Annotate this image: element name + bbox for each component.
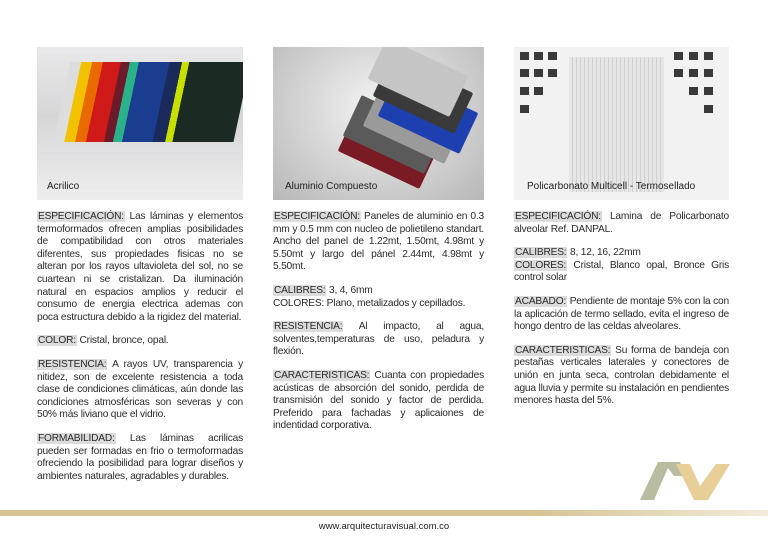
- acrilico-photo: [37, 47, 243, 200]
- characteristics-paragraph: [273, 370, 484, 433]
- section-label: ACABADO:: [515, 295, 567, 307]
- section-label: CARACTERISTICAS:: [515, 344, 611, 356]
- column-acrilico: [37, 47, 243, 494]
- section-label: FORMABILIDAD:: [38, 432, 115, 444]
- photo-caption: Acrilico: [47, 181, 80, 192]
- formability-paragraph: [37, 433, 243, 483]
- column-aluminio: [273, 47, 484, 444]
- color-paragraph: [37, 335, 243, 348]
- section-label: ESPECIFICACIÓN:: [274, 211, 360, 222]
- section-text: Lamina de Policarbonato alveolar Ref. DANPAL.: [514, 211, 729, 235]
- section-label: COLORES:: [515, 259, 567, 271]
- section-text: Paneles de aluminio en 0.3 mm y 0.5 mm con nucleo de polietileno standart. Ancho del panel de 1.22mt, 1.50mt, 4.98mt y 5.50mt y largo del pánel 2.44mt, 4.98mt y 5.50mt.: [273, 211, 484, 273]
- section-label: COLOR:: [38, 335, 76, 347]
- aluminio-photo: [273, 47, 484, 200]
- spec-paragraph: [273, 211, 484, 274]
- section-text: Al impacto, al agua, solventes,temperaturas de uso, peladura y flexión.: [273, 321, 484, 358]
- footer-band: [0, 510, 768, 516]
- finish-paragraph: [514, 296, 729, 334]
- section-text: Las láminas y elementos termoformados ofrecen amplias posibilidades de compatibilidad con otros materiales diferentes, sus propiedades fisicas no se alteran por los rayos ultavioleta del sol, no se cuartean ni se cristalizan. Da iluminación natural en espacios amplios y reducir el consumo de energia electrica ademas con poca estructura debido a la rigidez del material.: [37, 211, 243, 323]
- section-label: RESISTENCIA:: [274, 321, 343, 333]
- section-label: ESPECIFICACIÓN:: [38, 211, 124, 222]
- resistance-paragraph: [273, 321, 484, 359]
- resistance-paragraph: [37, 359, 243, 422]
- section-label: CALIBRES:: [274, 284, 326, 296]
- section-text: Pendiente de montaje 5% con la con la aplicación de termo sellado, evita el ingreso de hongo dentro de las celdas alveolares.: [514, 295, 729, 333]
- photo-caption: Aluminio Compuesto: [285, 181, 378, 192]
- characteristics-paragraph: [514, 345, 729, 408]
- section-text: Cristal, bronce, opal.: [76, 335, 169, 347]
- section-label: ESPECIFICACIÓN:: [515, 211, 601, 222]
- footer-url[interactable]: www.arquitecturavisual.com.co: [318, 521, 450, 532]
- section-text: Su forma de bandeja con pestañas verticales laterales y conectores de unión en junta seca, controlan debidamente el agua lluvia y permite su instalación en pendientes menores hasta del 5%.: [514, 344, 729, 407]
- policarbonato-photo: [514, 47, 729, 200]
- photo-caption: Policarbonato Multicell - Termosellado: [527, 181, 696, 192]
- section-label: CALIBRES:: [515, 247, 567, 259]
- section-text: 8, 12, 16, 22mm: [567, 247, 641, 259]
- section-text: 3, 4, 6mm: [326, 284, 373, 296]
- spec-paragraph: [514, 211, 729, 236]
- section-text: A rayos UV, transparencia y nitidez, son de excelente resistencia a toda clase de condiciones climáticas, aún donde las condiciones atmosféricas son severas y con 50% más liviano que el vidrio.: [37, 358, 243, 421]
- av-logo: [640, 462, 732, 502]
- spec-paragraph: [37, 211, 243, 324]
- calibres-paragraph: [514, 247, 729, 285]
- section-text: COLORES: Plano, metalizados y cepillados.: [273, 297, 466, 309]
- section-label: RESISTENCIA:: [38, 358, 107, 370]
- section-text: Las láminas acrilicas pueden ser formadas en frio o termoformadas ofreciendo la posibilidad para lograr diseños y ambientes naturales, agradables y durables.: [37, 432, 243, 482]
- section-text: Cuanta con propiedades acústicas de absorción del sonido, perdida de transmisión del sonido y factor de perdida. Preferido para fachadas y aplicaiones de indentidad corporativa.: [273, 369, 484, 432]
- column-policarbonato: [514, 47, 729, 419]
- section-label: CARACTERISTICAS:: [274, 369, 370, 381]
- section-text: Cristal, Blanco opal, Bronce Gris control solar: [514, 259, 729, 284]
- calibres-paragraph: [273, 285, 484, 310]
